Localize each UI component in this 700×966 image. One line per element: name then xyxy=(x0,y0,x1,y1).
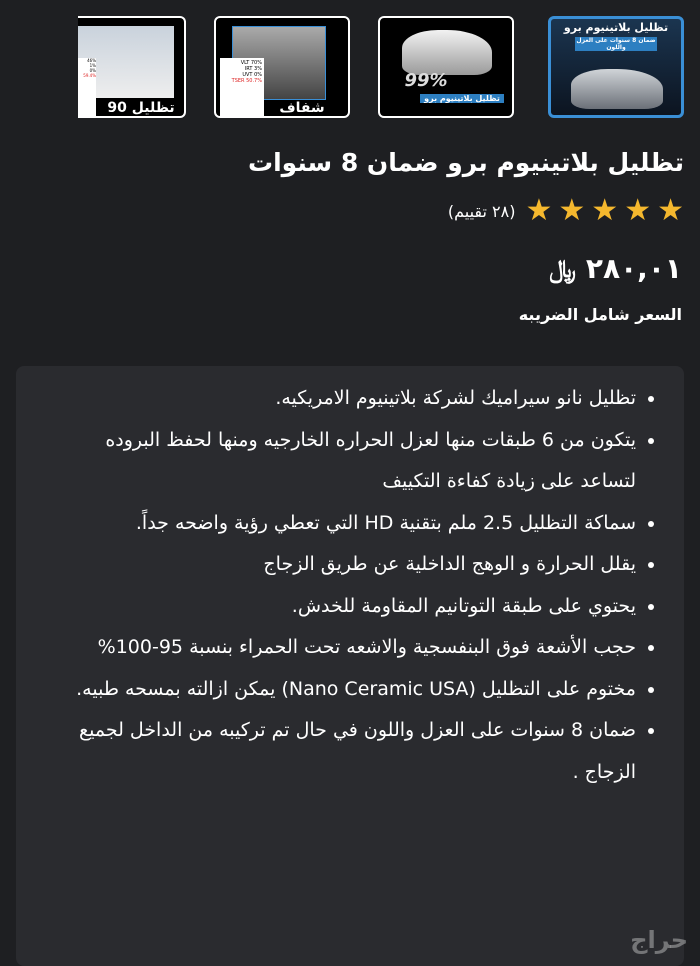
description-item: • حجب الأشعة فوق البنفسجية والاشعه تحت الحمراء بنسبة 95-100% xyxy=(56,627,636,669)
star-icon: ★ xyxy=(558,193,586,228)
image-gallery xyxy=(78,16,684,120)
description-item: • ضمان 8 سنوات على العزل واللون في حال تم تركيبه من الداخل لجميع الزجاج . xyxy=(56,710,636,793)
spec-card xyxy=(78,58,96,118)
tax-note: السعر شامل الضريبه xyxy=(518,305,682,324)
thumbnail-4[interactable] xyxy=(78,16,186,118)
thumbnail-3[interactable] xyxy=(214,16,350,118)
car-image xyxy=(402,30,492,75)
spec-line: VLT 70% xyxy=(240,60,262,66)
thumbnail-caption: تظليل 90 xyxy=(107,100,175,116)
description-item: • سماكة التظليل 2.5 ملم بتقنية HD التي تعطي رؤية واضحه جداً. xyxy=(56,503,636,545)
product-description xyxy=(16,366,684,966)
description-item: • تظليل نانو سيراميك لشركة بلاتينيوم الامريكيه. xyxy=(56,378,636,420)
thumbnail-2[interactable] xyxy=(378,16,514,118)
thumbnail-caption: تظليل بلاتينيوم برو xyxy=(563,21,669,34)
spec-line: TSER 50.7% xyxy=(231,78,262,84)
description-item: • يحتوي على طبقة التوتانيم المقاومة للخدش. xyxy=(56,586,636,628)
star-icon: ★ xyxy=(624,193,652,228)
description-item: • يتكون من 6 طبقات منها لعزل الحراره الخارجيه ومنها لحفظ البروده لتساعد على زيادة كفاءة التكييف xyxy=(56,420,636,503)
spec-line: IRT 3% xyxy=(244,66,262,72)
riyal-currency-icon: ﷼ xyxy=(549,254,576,283)
price xyxy=(549,252,682,285)
spec-line: 0% xyxy=(89,68,96,73)
price-value: ٢٨٠,٠١ xyxy=(585,252,682,285)
spec-line: 1% xyxy=(89,63,96,68)
description-item: • يقلل الحرارة و الوهج الداخلية عن طريق الزجاج xyxy=(56,544,636,586)
description-item: • مختوم على التظليل (Nano Ceramic USA) يمكن ازالته بمسحه طبيه. xyxy=(56,669,636,711)
haraj-watermark: حراج xyxy=(630,926,688,954)
thumbnail-badge: 99% xyxy=(404,70,448,91)
thumbnail-caption: تظليل بلاتينيوم برو xyxy=(420,94,504,103)
rating-count[interactable]: (٢٨ تقييم) xyxy=(447,201,516,221)
rating[interactable] xyxy=(447,193,684,228)
thumbnail-1[interactable] xyxy=(548,16,684,118)
car-image xyxy=(571,69,663,109)
spec-line: 46% xyxy=(87,58,96,63)
star-icon: ★ xyxy=(525,193,553,228)
product-title: تظليل بلاتينيوم برو ضمان 8 سنوات xyxy=(247,148,684,177)
thumbnail-subcaption: ضمان 8 سنوات على العزل واللون xyxy=(576,37,656,51)
spec-line: UVT 0% xyxy=(242,72,262,78)
thumbnail-caption: شفاف xyxy=(279,100,325,116)
star-icon: ★ xyxy=(657,193,684,228)
star-icon: ★ xyxy=(591,193,619,228)
spec-line: 59.4% xyxy=(83,73,96,78)
